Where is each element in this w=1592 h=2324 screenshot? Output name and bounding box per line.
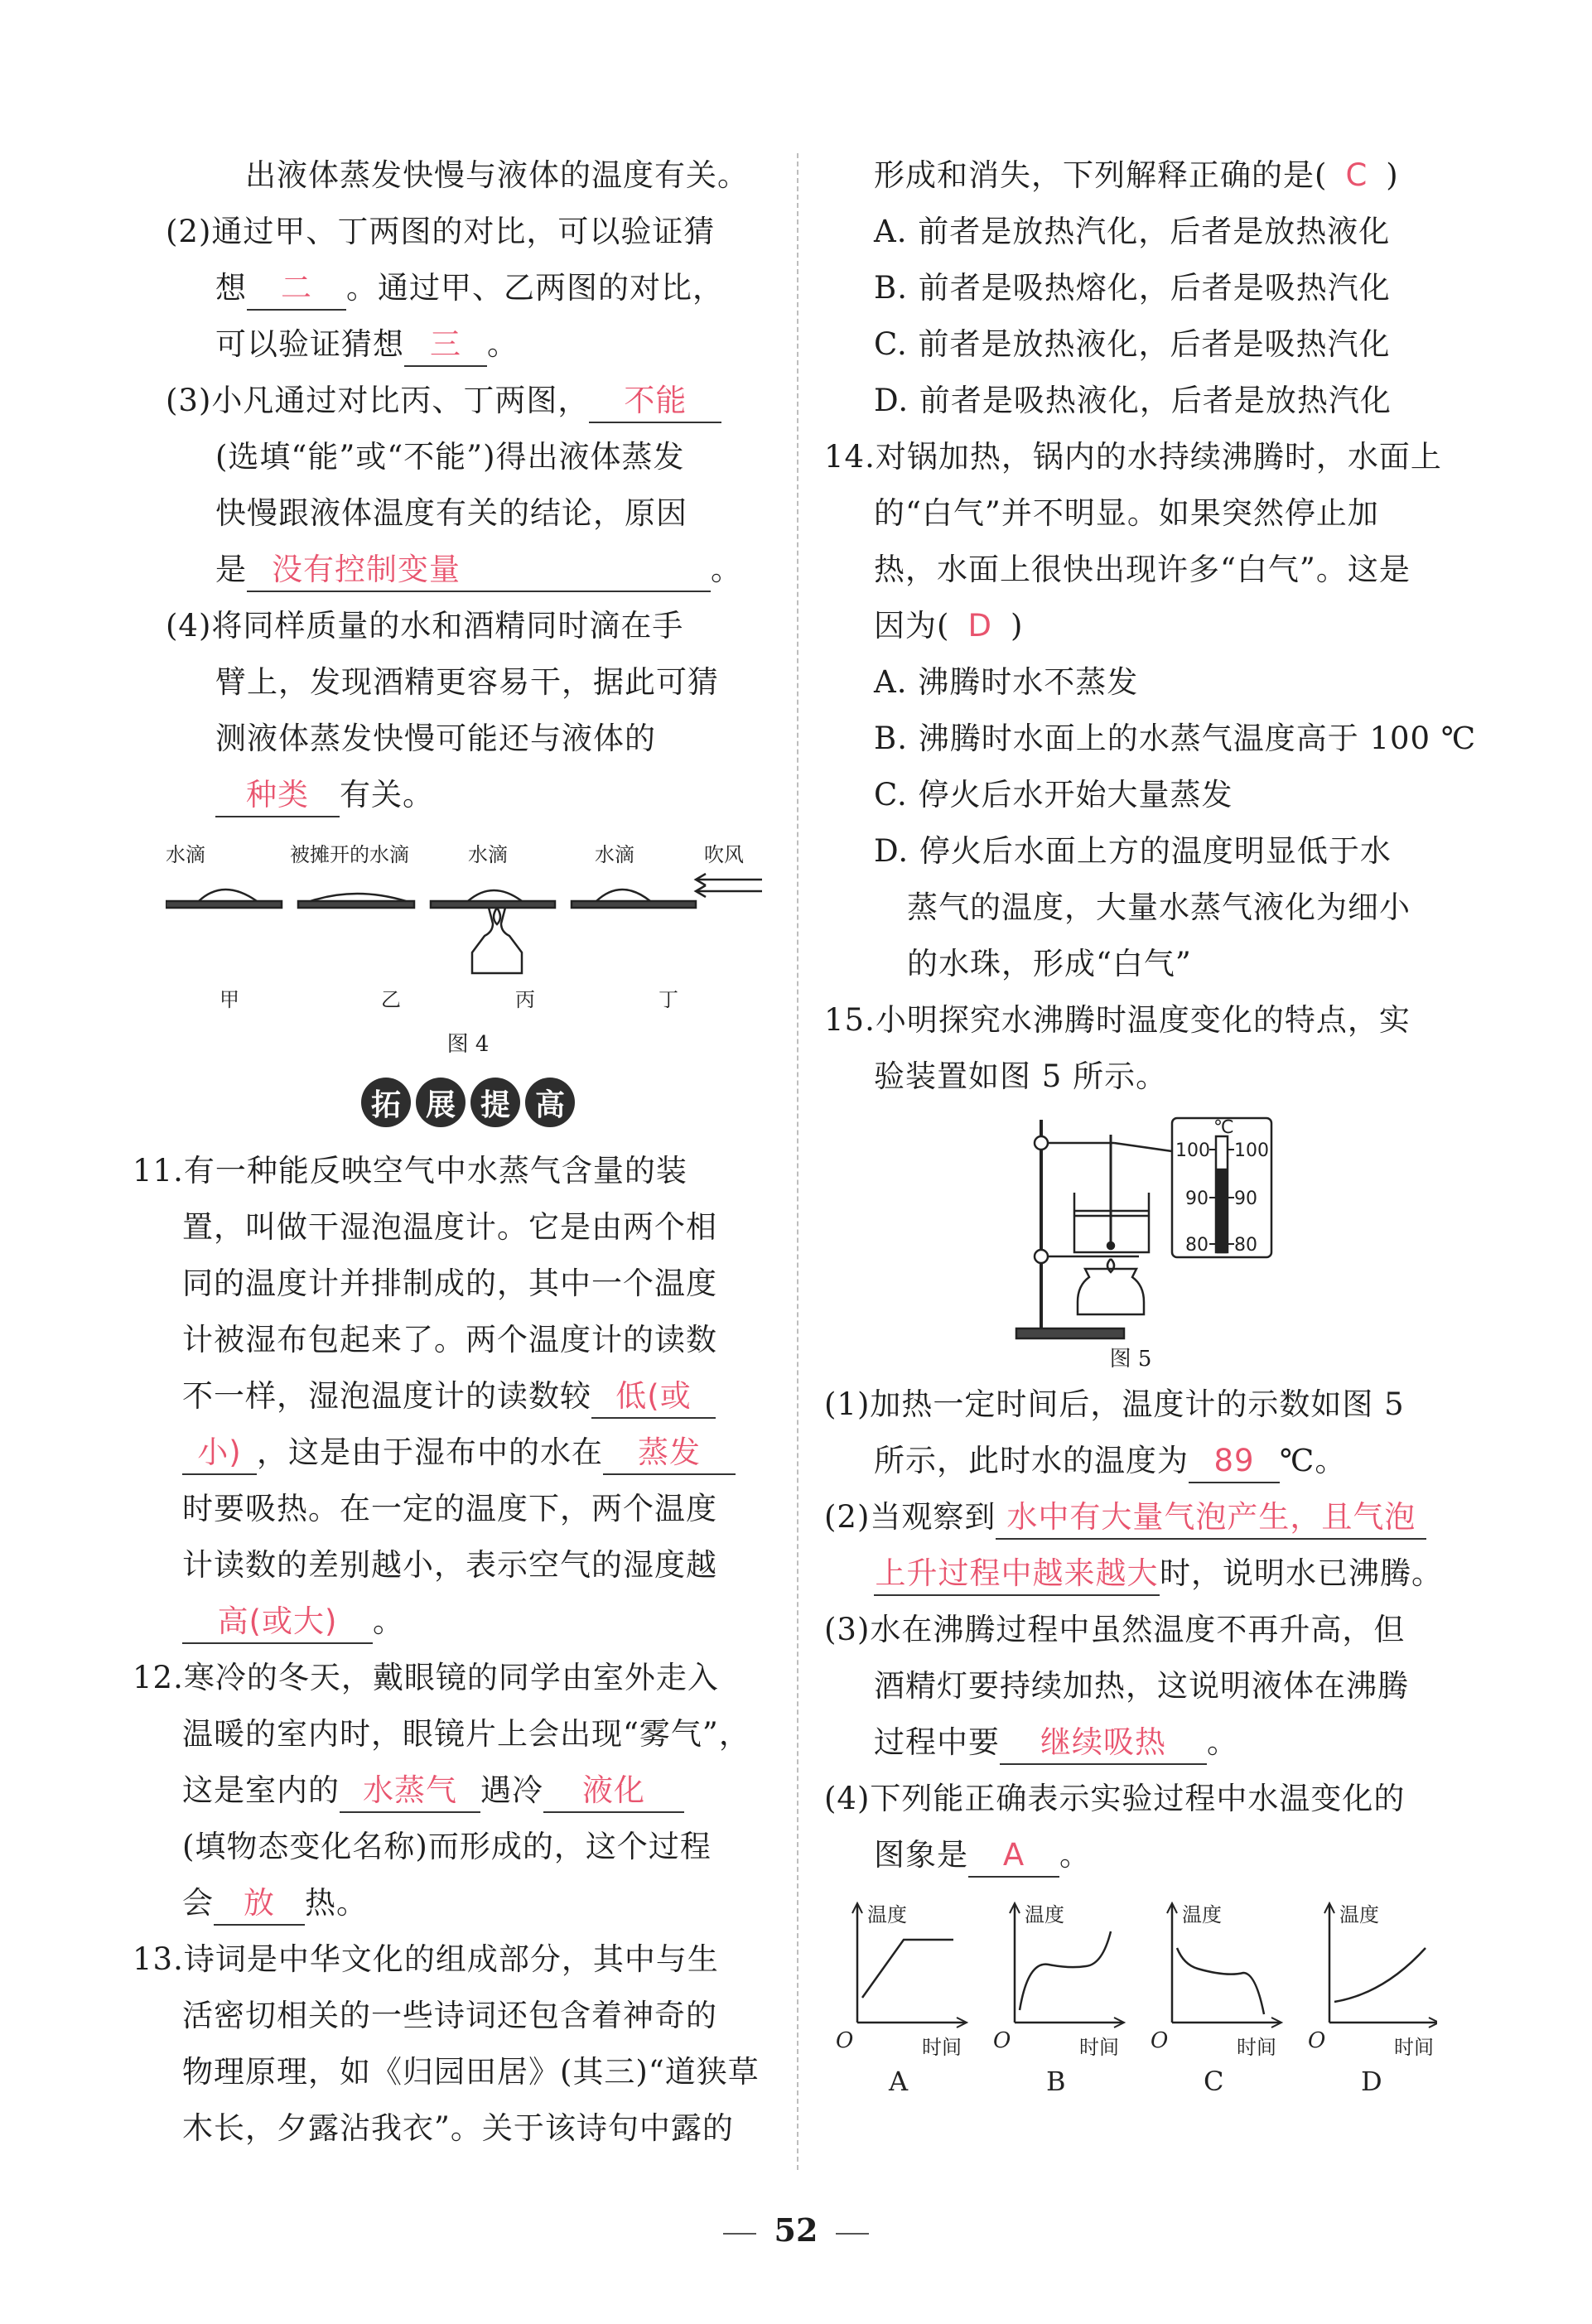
y-axis-label: 温度	[1182, 1903, 1222, 1926]
mercury-column	[1218, 1169, 1226, 1252]
answer-blank: 继续吸热	[1000, 1722, 1207, 1765]
answer-blank: 上升过程中越来越大	[874, 1553, 1160, 1596]
page-footer	[0, 2211, 1592, 2249]
fig4-label-waterdrop: 水滴	[595, 843, 634, 866]
text-line: 形成和消失，下列解释正确的是( C )	[874, 157, 1399, 193]
water-drop	[199, 890, 257, 901]
x-axis-label: 时间	[1394, 2036, 1434, 2059]
origin-label: O	[1151, 2028, 1169, 2053]
text-line: 想 二 。通过甲、乙两图的对比，	[166, 260, 770, 316]
text-line: (填物态变化名称)而形成的，这个过程	[182, 1829, 712, 1864]
right-column	[824, 147, 1477, 2114]
text-line: 蒸气的温度，大量水蒸气液化为细小	[907, 890, 1411, 925]
fig4-label-spread: 被摊开的水滴	[290, 843, 409, 866]
text-line: 可以验证猜想 三 。	[166, 316, 770, 373]
text-line: 计读数的差别越小，表示空气的湿度越	[182, 1547, 717, 1583]
question-14: 14.对锅加热，锅内的水持续沸腾时，水面上	[824, 439, 1442, 475]
flame-icon	[1107, 1259, 1114, 1272]
text-line: 温暖的室内时，眼镜片上会出现“雾气”，	[182, 1716, 750, 1752]
graph-A	[836, 1903, 967, 2097]
graph-C	[1151, 1903, 1281, 2097]
temperature-curve	[1020, 1931, 1111, 2010]
text-line: 是 没有控制变量 。	[166, 542, 770, 598]
footer-dash	[723, 2233, 756, 2235]
figure-4-drawing	[166, 828, 770, 1027]
alcohol-lamp	[472, 908, 522, 973]
origin-label: O	[1308, 2028, 1326, 2053]
alcohol-lamp	[1078, 1269, 1144, 1314]
answer-blank: 三	[404, 324, 487, 367]
scale-tick: 80	[1185, 1235, 1208, 1256]
figure-caption: 图 4	[446, 1032, 490, 1057]
column-divider	[797, 153, 798, 2170]
text-line: (1)加热一定时间后，温度计的示数如图 5	[824, 1386, 1405, 1422]
water-drop	[596, 890, 650, 901]
scale-tick: 100	[1234, 1140, 1269, 1161]
spread-water	[311, 894, 406, 901]
text-line: 会 放 热。	[133, 1875, 770, 1931]
text-line: (2)通过甲、丁两图的对比，可以验证猜	[166, 214, 716, 249]
graph-name: D	[1361, 2066, 1382, 2097]
answer-blank: A	[968, 1835, 1059, 1878]
text-line: 图象是 A 。	[824, 1827, 1437, 1883]
choice-answer: C	[1345, 157, 1368, 193]
text-line: 计被湿布包起来了。两个温度计的读数	[182, 1322, 717, 1357]
origin-label: O	[836, 2028, 854, 2053]
answer-blank: 放	[214, 1883, 305, 1926]
text-line: 测液体蒸发快慢可能还与液体的	[215, 721, 656, 756]
text-line: 快慢跟液体温度有关的结论，原因	[215, 495, 687, 531]
option-c: C. 停火后水开始大量蒸发	[874, 777, 1233, 812]
graph-D	[1308, 1903, 1437, 2097]
question-13: 13.诗词是中华文化的组成部分，其中与生	[133, 1941, 719, 1977]
answer-blank: 种类	[215, 774, 340, 817]
graph-name: B	[1046, 2066, 1066, 2097]
y-axis-label: 温度	[1025, 1903, 1064, 1926]
choice-answer: D	[967, 608, 992, 644]
option-a: A. 前者是放热汽化，后者是放热液化	[874, 214, 1391, 249]
text-line: 活密切相关的一些诗词还包含着神奇的	[182, 1998, 717, 2033]
question-15: 15.小明探究水沸腾时温度变化的特点，实	[824, 1002, 1411, 1038]
text-line: (选填“能”或“不能”)得出液体蒸发	[215, 439, 685, 475]
fig4-label-wind: 吹风	[704, 843, 744, 866]
figure-caption: 图 5	[1109, 1347, 1152, 1372]
option-graphs	[824, 1890, 1437, 2114]
plate	[572, 901, 696, 908]
left-column	[133, 147, 770, 2157]
text-line: 热，水面上很快出现许多“白气”。这是	[874, 552, 1411, 587]
text-line: (2)当观察到 水中有大量气泡产生，且气泡	[824, 1489, 1437, 1545]
scale-tick: 90	[1185, 1189, 1208, 1209]
answer-blank: 高(或大)	[182, 1601, 373, 1644]
graph-name: C	[1204, 2066, 1224, 2097]
option-b: B. 前者是吸热熔化，后者是吸热汽化	[874, 270, 1391, 306]
text-line: 高(或大) 。	[133, 1594, 770, 1650]
text-line: 时要吸热。在一定的温度下，两个温度	[182, 1491, 717, 1526]
scale-tick: 90	[1234, 1189, 1257, 1209]
text-line: 过程中要 继续吸热 。	[824, 1714, 1437, 1771]
question-11: 11.有一种能反映空气中水蒸气含量的装	[133, 1153, 687, 1189]
footer-dash	[836, 2233, 869, 2235]
answer-blank: 小)	[182, 1432, 257, 1475]
banner-char: 拓	[361, 1078, 411, 1127]
temperature-curve	[1177, 1948, 1264, 2014]
banner-char: 高	[525, 1078, 575, 1127]
option-b: B. 沸腾时水面上的水蒸气温度高于 100 ℃	[874, 721, 1477, 756]
panel-label: 丙	[515, 988, 535, 1011]
section-banner	[166, 1068, 770, 1136]
page-number: 52	[774, 2211, 818, 2249]
text-line: 不一样，湿泡温度计的读数较 低(或	[133, 1368, 770, 1425]
y-axis-label: 温度	[1339, 1903, 1379, 1926]
answer-blank: 低(或	[591, 1376, 716, 1419]
option-c: C. 前者是放热液化，后者是吸热汽化	[874, 326, 1391, 362]
text-line: 种类 有关。	[166, 767, 770, 823]
graphs-drawing	[824, 1890, 1437, 2105]
plate	[166, 901, 282, 908]
banner-char: 展	[416, 1078, 466, 1127]
stand-base	[1016, 1328, 1124, 1338]
y-axis-label: 温度	[867, 1903, 907, 1926]
text-line: 这是室内的 水蒸气 遇冷 液化	[133, 1762, 770, 1819]
panel-label: 丁	[659, 988, 678, 1011]
x-axis-label: 时间	[1079, 2036, 1119, 2059]
option-d: D. 停火后水面上方的温度明显低于水	[874, 833, 1392, 869]
question-12: 12.寒冷的冬天，戴眼镜的同学由室外走入	[133, 1660, 719, 1695]
graph-name: A	[889, 2066, 909, 2097]
answer-blank: 没有控制变量	[247, 549, 711, 592]
figure-4	[166, 828, 770, 1060]
flame-icon	[494, 908, 500, 924]
answer-blank: 水蒸气	[340, 1770, 480, 1813]
x-axis-label: 时间	[922, 2036, 962, 2059]
panel-label: 乙	[381, 988, 401, 1011]
graph-B	[993, 1903, 1124, 2097]
text-line: 上升过程中越来越大时，说明水已沸腾。	[824, 1545, 1437, 1602]
answer-blank: 液化	[543, 1770, 684, 1813]
option-d: D. 前者是吸热液化，后者是放热汽化	[874, 383, 1392, 418]
fig4-label-waterdrop: 水滴	[468, 843, 508, 866]
text-line: (4)将同样质量的水和酒精同时滴在手	[166, 608, 684, 644]
text-line: 的“白气”并不明显。如果突然停止加	[874, 495, 1379, 531]
text-line: 酒精灯要持续加热，这说明液体在沸腾	[874, 1668, 1409, 1704]
answer-blank: 89	[1189, 1440, 1280, 1483]
text-line: 臂上，发现酒精更容易干，据此可猜	[215, 664, 719, 700]
text-line: 物理原理，如《归园田居》(其三)“道狭草	[182, 2054, 760, 2090]
text-line: (4)下列能正确表示实验过程中水温变化的	[824, 1781, 1406, 1816]
banner-char: 提	[470, 1078, 520, 1127]
text-line: 木长，夕露沾我衣”。关于该诗句中露的	[182, 2110, 734, 2146]
text-line: 出液体蒸发快慢与液体的温度有关。	[245, 157, 749, 193]
plate	[298, 901, 414, 908]
answer-blank: 不能	[589, 380, 721, 423]
text-line: 同的温度计并排制成的，其中一个温度	[182, 1266, 717, 1301]
fig4-label-waterdrop: 水滴	[166, 843, 205, 866]
text-line: 验装置如图 5 所示。	[874, 1058, 1168, 1094]
text-line: (3)水在沸腾过程中虽然温度不再升高，但	[824, 1612, 1406, 1647]
panel-label: 甲	[220, 988, 239, 1011]
text-line: 置，叫做干湿泡温度计。它是由两个相	[182, 1209, 717, 1245]
text-line: 所示，此时水的温度为 89 ℃。	[824, 1433, 1437, 1489]
figure-5-drawing	[824, 1111, 1437, 1352]
plate	[431, 901, 555, 908]
unit-label: ℃	[1213, 1117, 1234, 1138]
text-line: 的水珠，形成“白气”	[907, 946, 1192, 981]
x-axis-label: 时间	[1237, 2036, 1276, 2059]
text-line: 小) ，这是由于湿布中的水在 蒸发	[133, 1425, 770, 1481]
option-a: A. 沸腾时水不蒸发	[874, 664, 1139, 700]
answer-blank: 二	[247, 268, 346, 311]
answer-blank: 水中有大量气泡产生，且气泡	[996, 1497, 1426, 1540]
water-drop	[468, 890, 522, 901]
text-line: (3)小凡通过对比丙、丁两图， 不能	[166, 373, 770, 429]
answer-blank: 蒸发	[603, 1432, 736, 1475]
scale-tick: 80	[1234, 1235, 1257, 1256]
scale-tick: 100	[1175, 1140, 1210, 1161]
text-line: 因为( D )	[874, 608, 1024, 644]
figure-5	[824, 1111, 1437, 1377]
temperature-curve	[862, 1940, 953, 1998]
temperature-curve	[1334, 1948, 1426, 2002]
origin-label: O	[993, 2028, 1011, 2053]
